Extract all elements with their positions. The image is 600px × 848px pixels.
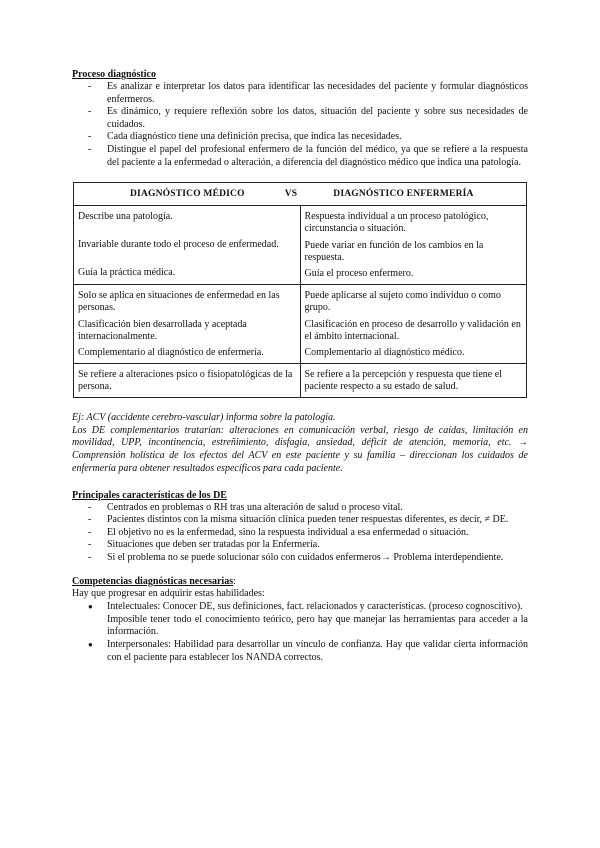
table-row bbox=[74, 206, 527, 285]
list-item: - El objetivo no es la enfermedad, sino la respuesta individual a esa enfermedad o situación. bbox=[72, 527, 528, 540]
competencias-list bbox=[72, 601, 528, 664]
item-text: ● Intelectuales: Conocer DE, sus definiciones, fact. relacionados y características. (proceso cognoscitivo). bbox=[107, 601, 523, 613]
cell-text: Se refiere a la percepción y respuesta que tiene el paciente respecto a su estado de salud. bbox=[304, 369, 502, 392]
competencias-intro: Hay que progresar en adquirir estas habilidades: bbox=[72, 588, 265, 600]
list-item: - Es dinámico, y requiere reflexión sobre los datos, situación del paciente y sobre sus necesidades de cuidados. bbox=[72, 106, 528, 131]
comparison-table bbox=[73, 182, 527, 398]
caracteristicas-list bbox=[72, 502, 528, 565]
cell-text: Clasificación en proceso de desarrollo y validación en el ámbito internacional. bbox=[304, 318, 521, 342]
table-row bbox=[74, 364, 527, 398]
proceso-list bbox=[72, 81, 528, 169]
table-cell-nursing bbox=[300, 206, 526, 285]
example-paragraph: Los DE complementarios tratarían: alteraciones en comunicación verbal, riesgo de caídas, limitación en movilidad, UPP, incontinencia, estreñimiento, disfagia, ansiedad, déficit de atención, memoria, etc. → Comprensión holística de los efectos del ACV en este paciente y su familia – direccionan los cuidados de enfermería para obtener resultados específicos para cada paciente. bbox=[72, 424, 528, 474]
section-title-caracteristicas: Principales características de los DE bbox=[72, 489, 227, 501]
table-cell-medical bbox=[74, 364, 301, 398]
section-competencias bbox=[72, 576, 528, 665]
document-page bbox=[72, 68, 528, 664]
list-item: - Si el problema no se puede solucionar sólo con cuidados enfermeros→ Problema interdependiente. bbox=[72, 552, 528, 565]
list-item: - Cada diagnóstico tiene una definición precisa, que indica las necesidades. bbox=[72, 131, 528, 144]
table-cell-nursing bbox=[300, 364, 526, 398]
cell-text: Describe una patología. bbox=[78, 211, 173, 223]
table-cell-medical bbox=[74, 206, 301, 285]
table-cell-nursing bbox=[300, 285, 526, 364]
cell-text: Solo se aplica en situaciones de enfermedad en las personas. bbox=[78, 290, 280, 313]
cell-text: Respuesta individual a un proceso patológico, circunstancia o situación. bbox=[304, 211, 489, 234]
header-medical: DIAGNÓSTICO MÉDICO bbox=[130, 189, 245, 200]
section-title-proceso: Proceso diagnóstico bbox=[72, 69, 156, 80]
section-caracteristicas bbox=[72, 489, 528, 565]
header-nursing: DIAGNÓSTICO ENFERMERÍA bbox=[333, 189, 474, 200]
item-text: ● Interpersonales: Habilidad para desarrollar un vínculo de confianza. Hay que validar cierta información con el paciente para establecer los NANDA correctos. bbox=[107, 639, 528, 663]
list-item: - Centrados en problemas o RH tras una alteración de salud o proceso vital. bbox=[72, 502, 528, 515]
cell-text: Invariable durante todo el proceso de enfermedad. bbox=[78, 238, 279, 250]
list-item: - Situaciones que deben ser tratadas por la Enfermería. bbox=[72, 539, 528, 552]
cell-text: Complementario al diagnóstico médico. bbox=[304, 347, 465, 359]
cell-text: Clasificación bien desarrollada y aceptada internacionalmente. bbox=[78, 318, 247, 342]
section-title-competencias-line bbox=[72, 576, 528, 589]
cell-text: Puede variar en función de los cambios en la respuesta. bbox=[304, 239, 484, 263]
list-item bbox=[72, 639, 528, 664]
table-header bbox=[74, 183, 527, 206]
header-vs: VS bbox=[284, 189, 298, 200]
example-line: Ej: ACV (accidente cerebro-vascular) informa sobre la patología. bbox=[72, 411, 336, 423]
list-item: - Distingue el papel del profesional enfermero de la función del médico, ya que se refiere a la respuesta del paciente a la enfermedad o alteración, a diferencia del diagnóstico médico que indica una patología. bbox=[72, 144, 528, 169]
list-item bbox=[72, 601, 528, 639]
cell-text: Guía la práctica médica. bbox=[78, 266, 176, 278]
item-extra: Imposible tener todo el conocimiento teórico, pero hay que manejar las herramientas para acceder a la información. bbox=[107, 613, 528, 638]
example-block bbox=[72, 412, 528, 476]
table-header-row bbox=[74, 183, 527, 206]
cell-text: Se refiere a alteraciones psico o fisiopatológicas de la persona. bbox=[78, 369, 293, 392]
table-row bbox=[74, 285, 527, 364]
title-colon: : bbox=[233, 575, 236, 587]
list-item: - Pacientes distintos con la misma situación clínica pueden tener respuestas diferentes, es decir, ≠ DE. bbox=[72, 514, 528, 527]
section-title-competencias: Competencias diagnósticas necesarias bbox=[72, 575, 234, 587]
cell-text: Complementario al diagnóstico de enfermería. bbox=[78, 347, 264, 359]
table-cell-medical bbox=[74, 285, 301, 364]
cell-text: Puede aplicarse al sujeto como individuo o como grupo. bbox=[304, 290, 501, 313]
list-item: - Es analizar e interpretar los datos para identificar las necesidades del paciente y formular diagnósticos enfermeros. bbox=[72, 81, 528, 106]
cell-text: Guía el proceso enfermero. bbox=[304, 268, 414, 280]
